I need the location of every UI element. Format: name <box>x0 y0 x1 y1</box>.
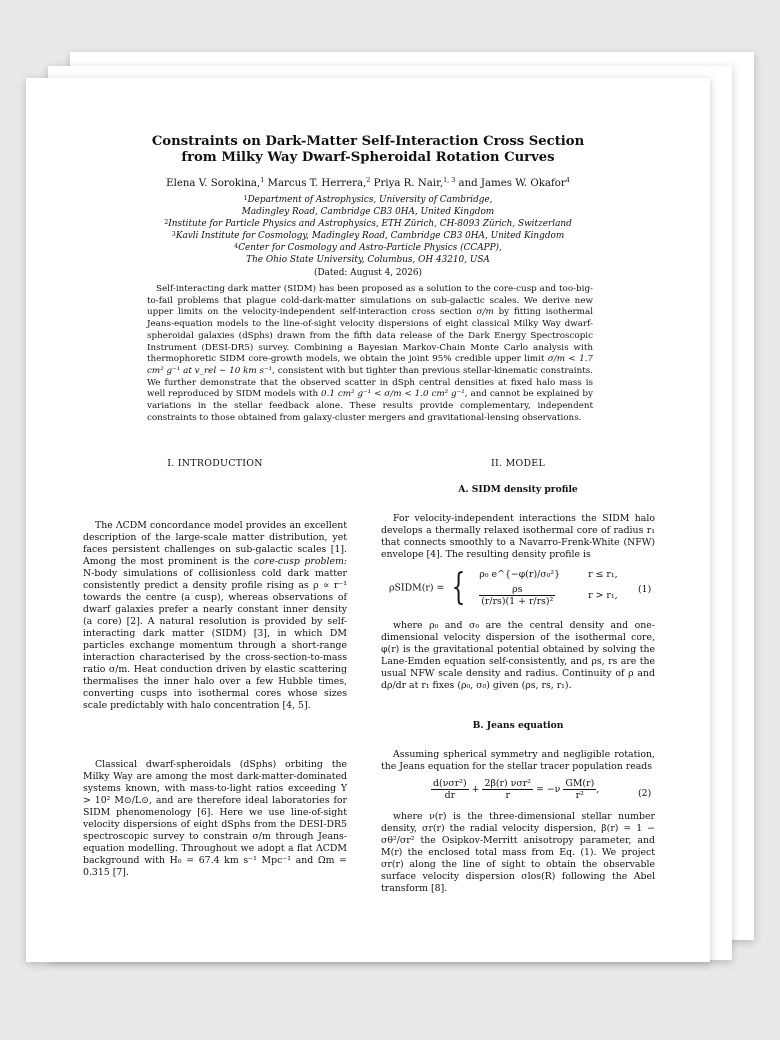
fraction: $\frac{\rho s}{\text{(r/rs)(1 + r/rs)²}}$ <box>481 584 554 607</box>
affiliation-1-cont: Madingley Road, Cambridge CB3 0HA, United Kingdom <box>241 207 495 218</box>
fraction: $\frac{GM(r)}{\text{r²}}$ <box>565 778 595 801</box>
affiliation-3: $^3$Kavli Institute for Cosmology, Madingley Road, Cambridge CB3 0HA, United Kingdom <box>171 230 565 242</box>
equation-2: $\frac{\text{d(νσr²)}}{dr}$ + $\frac{\text{2β(r) νσr²}}{r}$ = −ν $\frac{GM(r)}{\text{r²}}$ , <box>433 778 600 801</box>
intro-paragraph-1: The ΛCDM concordance model provides an excellent description of the large-scale matter distribution, yet faces persistent challenges on sub-galactic scales [1]. Among the most prominent is the core-cusp problem: N-body simulations of collisionless cold dark matter consistently predict a density profile rising as ρ ∝ r⁻¹ towards the centre (a cusp), whereas observations of dwarf galaxies prefer a nearly constant inner density (a core) [2]. A natural resolution is provided by self-interacting dark matter (SIDM) [3], in which DM particles exchange momentum through a short-range interaction characterised by the cross-section-to-mass ratio σ/m. Heat conduction driven by elastic scattering thermalises the inner halo over a few Hubble times, converting cusps into isothermal cores whose sizes scale predictably with halo concentration [4, 5]. <box>83 520 347 711</box>
section-heading-model: II. MODEL <box>491 458 545 469</box>
model-paragraph-1: For velocity-independent interactions the SIDM halo develops a thermally relaxed isothermal core of radius r₁ that connects smoothly to a Navarro-Frenk-White (NFW) envelope [4]. The resulting density profile is <box>381 513 655 560</box>
brace-symbol: { <box>451 567 466 608</box>
equation-1-number: (1) <box>638 584 652 595</box>
paper-title <box>26 134 710 166</box>
fraction: $\frac{\text{2β(r) νσr²}}{r}$ <box>484 778 531 801</box>
model-paragraph-2: where ρ₀ and σ₀ are the central density and one-dimensional velocity dispersion of the isothermal core, φ(r) is the gravitational potential obtained by solving the Lane-Emden equation self-consistently, and ρs, rs are the usual NFW scale density and radius. Continuity of ρ and dρ/dr at r₁ fixes (ρ₀, σ₀) given (ρs, rs, r₁). <box>381 620 655 691</box>
equation-1 <box>389 566 624 610</box>
affiliation-2: $^2$Institute for Particle Physics and Astrophysics, ETH Zürich, CH-8093 Zürich, Switzerland <box>164 218 572 230</box>
author: and James W. Okafor$^4$ <box>458 176 570 189</box>
affiliation-4-cont: The Ohio State University, Columbus, OH 43210, USA <box>246 255 490 266</box>
equation-1-cases: ρ₀ e^{−φ(r)/σ₀²} r ≤ r₁, $\frac{\rho s}{\text{(r/rs)(1 + r/rs)²}}$ r > r₁, <box>479 569 618 607</box>
model-paragraph-4: where ν(r) is the three-dimensional stellar number density, σr(r) the radial velocity dispersion, β(r) = 1 − σθ²/σr² the Osipkov-Merritt anisotropy parameter, and M(r) the enclosed total mass from Eq. (1). We project σr(r) along the line of sight to obtain the observable surface velocity dispersion σlos(R) following the Abel transform [8]. <box>381 811 655 894</box>
intro-paragraph-2: Classical dwarf-spheroidals (dSphs) orbiting the Milky Way are among the most dark-matter-dominated systems known, with mass-to-light ratios exceeding Υ > 10² M⊙/L⊙, and are therefore ideal laboratories for SIDM phenomenology [6]. Here we use line-of-sight velocity dispersions of eight dSphs from the DESI-DR5 spectroscopic survey to constrain σ/m through Jeans-equation modelling. Throughout we adopt a flat ΛCDM background with H₀ = 67.4 km s⁻¹ Mpc⁻¹ and Ωm = 0.315 [7]. <box>83 759 347 878</box>
paper-page <box>26 78 710 962</box>
author: Priya R. Nair,$^{1, 3}$ <box>373 176 456 189</box>
subsection-heading-sidm-profile: A. SIDM density profile <box>458 484 578 495</box>
equation-2-number: (2) <box>638 788 652 799</box>
subsection-heading-jeans: B. Jeans equation <box>472 720 564 731</box>
affiliation-1: $^1$Department of Astrophysics, University of Cambridge, <box>243 194 493 205</box>
title-line-1: Constraints on Dark-Matter Self-Interaction Cross Section <box>151 134 585 149</box>
abstract: Self-interacting dark matter (SIDM) has been proposed as a solution to the core-cusp and too-big-to-fail problems that plague cold-dark-matter simulations on sub-galactic scales. We derive new upper limits on the velocity-independent self-interaction cross section σ/m by fitting isothermal Jeans-equation models to the line-of-sight velocity dispersions of eight classical Milky Way dwarf-spheroidal galaxies (dSphs) drawn from the fifth data release of the Dark Energy Spectroscopic Instrument (DESI-DR5) survey. Combining a Bayesian Markov-Chain Monte Carlo analysis with thermophoretic SIDM core-growth models, we obtain the joint 95% credible upper limit σ/m < 1.7 cm² g⁻¹ at v_rel ∼ 10 km s⁻¹, consistent with but tighter than previous stellar-kinematic constraints. We further demonstrate that the observed scatter in dSph central densities at fixed halo mass is well reproduced by SIDM models with 0.1 cm² g⁻¹ < σ/m < 1.0 cm² g⁻¹, and cannot be explained by variations in the stellar feedback alone. These results provide complementary, independent constraints to those obtained from galaxy-cluster mergers and gravitational-lensing observations. <box>147 284 593 423</box>
section-heading-introduction: I. INTRODUCTION <box>167 458 263 469</box>
affiliations <box>26 194 710 279</box>
dated-line: (Dated: August 4, 2026) <box>314 267 422 278</box>
author: Elena V. Sorokina,$^1$ <box>166 176 265 189</box>
author: Marcus T. Herrera,$^2$ <box>267 176 371 189</box>
author-list <box>26 178 710 189</box>
model-paragraph-3: Assuming spherical symmetry and negligible rotation, the Jeans equation for the stellar tracer population reads <box>381 749 655 772</box>
title-line-2: from Milky Way Dwarf-Spheroidal Rotation Curves <box>181 150 555 165</box>
affiliation-4: $^4$Center for Cosmology and Astro-Particle Physics (CCAPP), <box>234 242 502 254</box>
equation-1-lhs: ρSIDM(r) = <box>389 582 445 594</box>
fraction: $\frac{\text{d(νσr²)}}{dr}$ <box>433 778 467 801</box>
